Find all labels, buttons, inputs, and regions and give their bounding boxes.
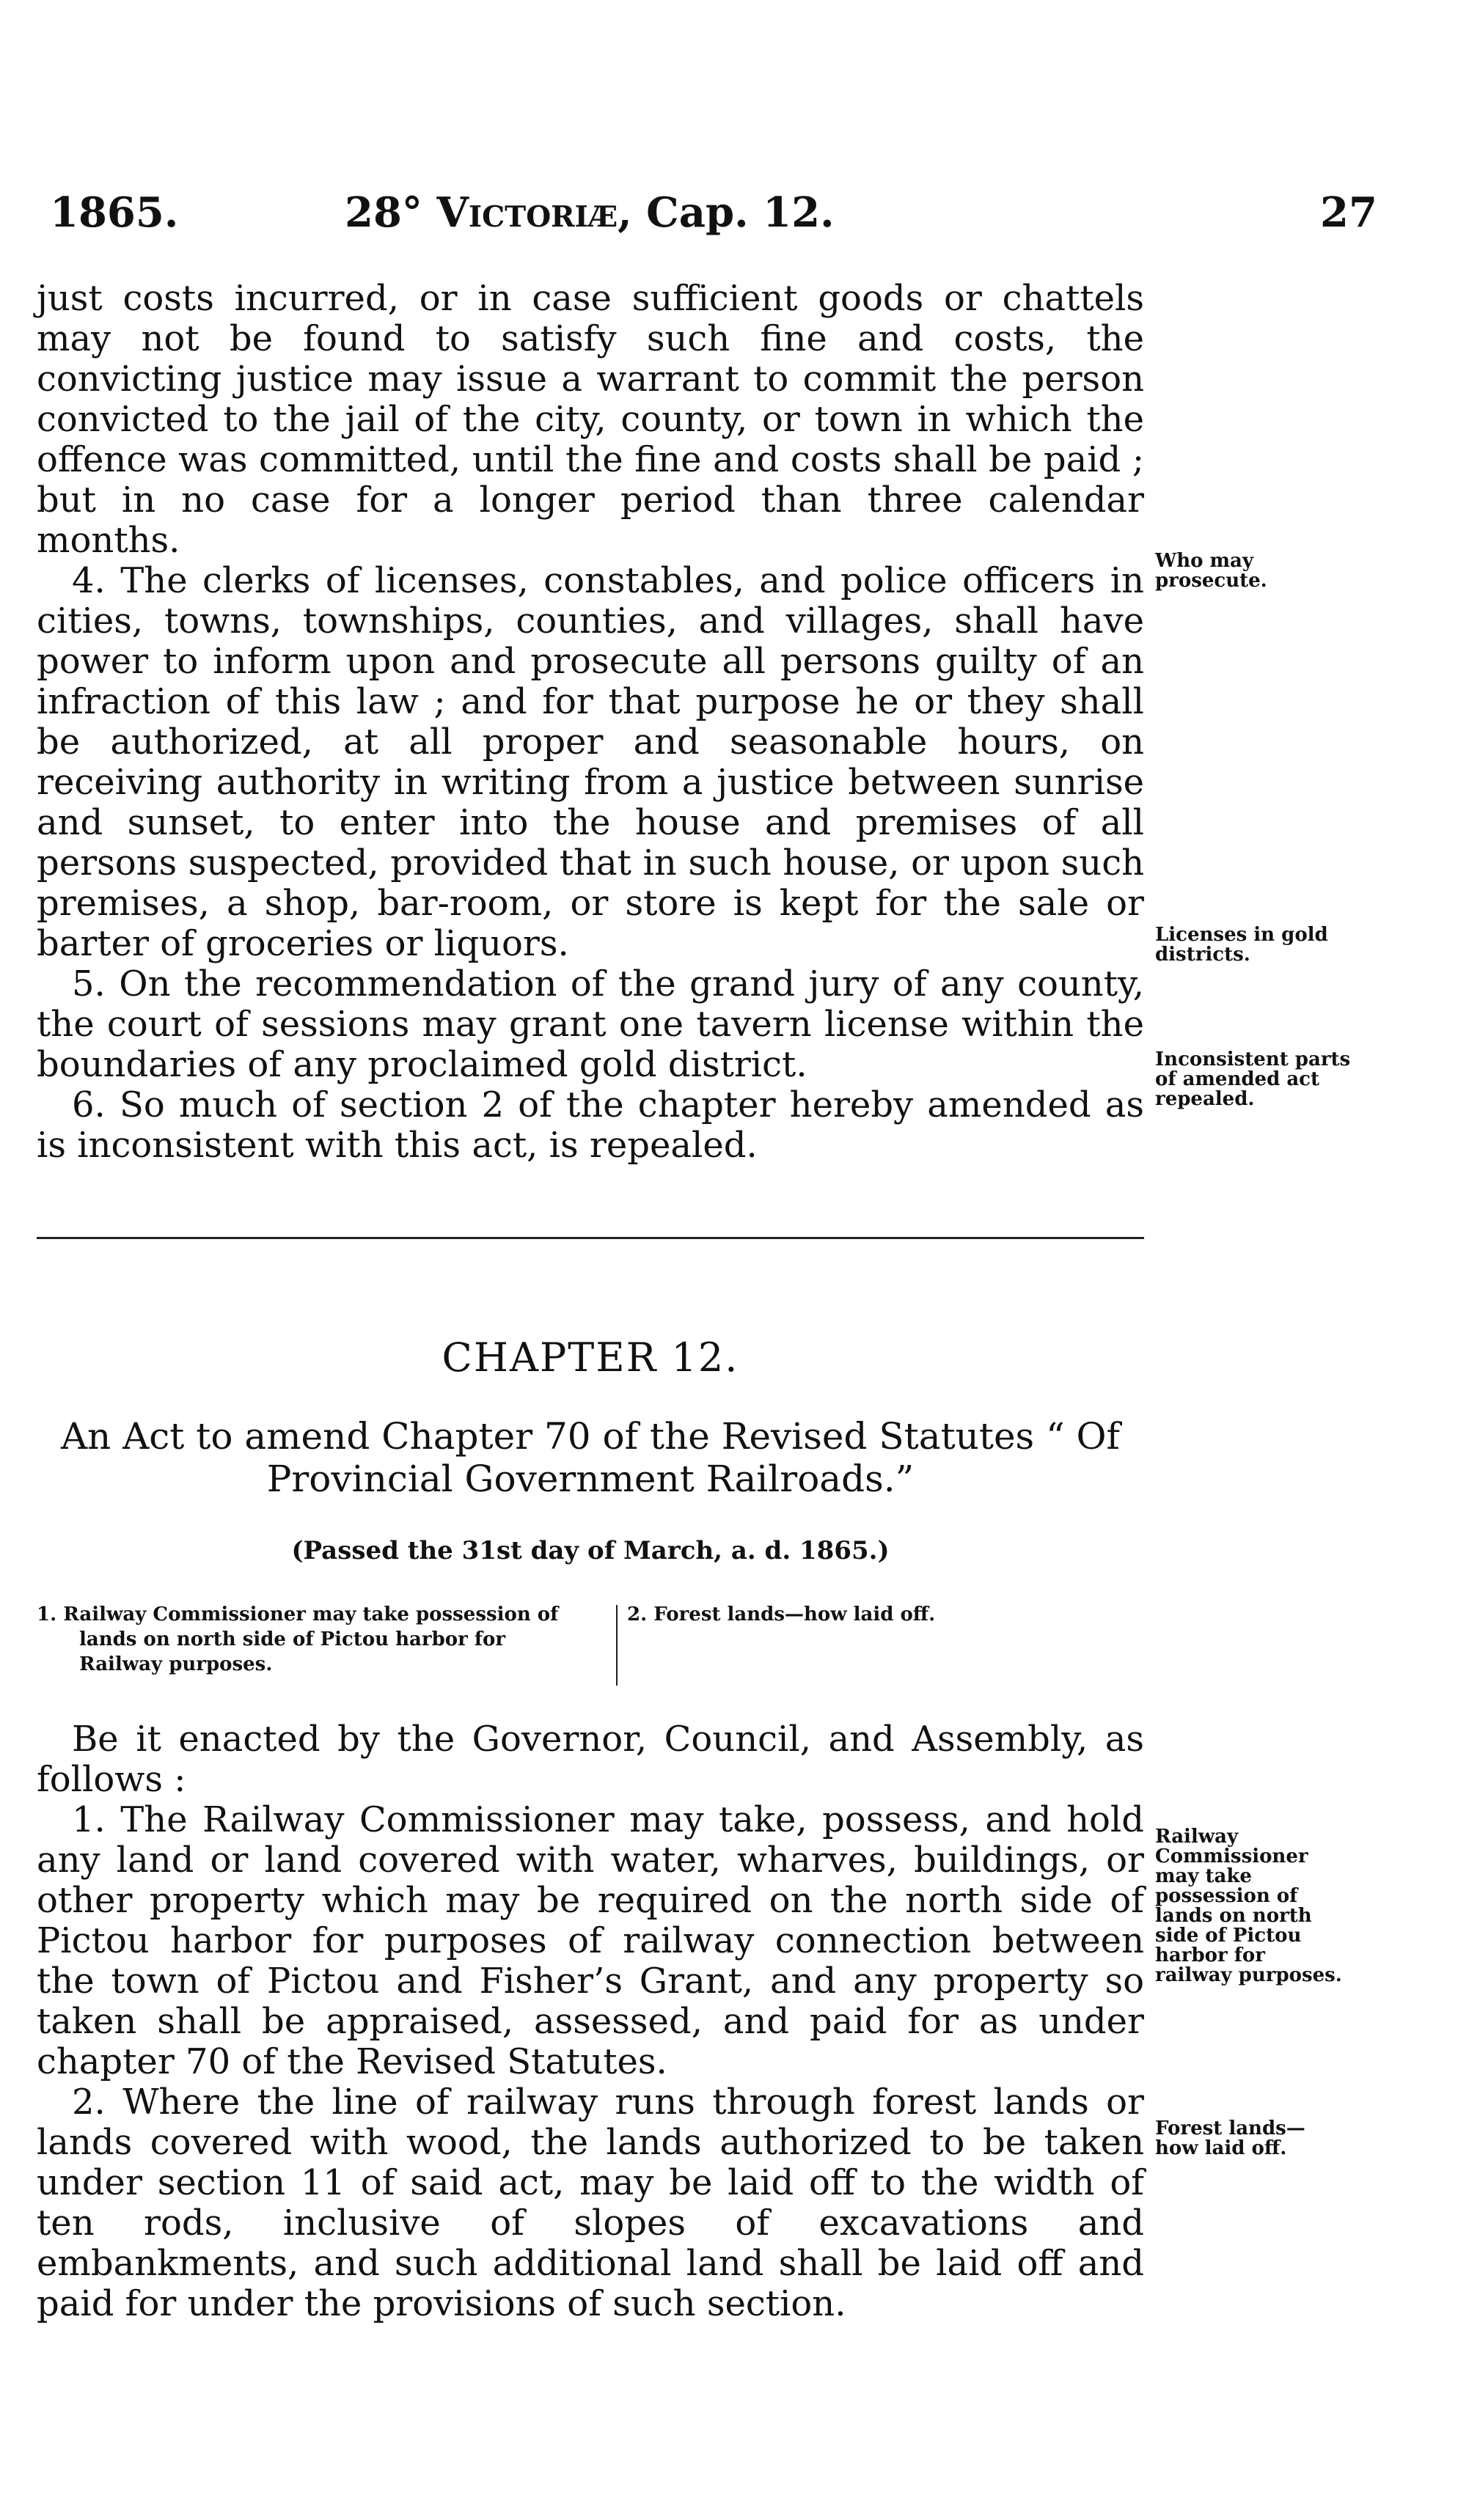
margin-note-licenses-gold-districts: Licenses in gold districts. — [1155, 924, 1328, 966]
chapter-section-1-text: The Railway Commissioner may take, possess, and hold any land or land covered with water, wharves, buildings, or other property which may be required on the north side of Pictou harbor for purposes of railway connection between the town of Pictou and Fisher’s Grant, and any property so taken shall be appraised, assessed, and paid for as under chapter 70 of the Revised Statutes. — [37, 1799, 1144, 2082]
section-6-text: So much of section 2 of the chapter hereby amended as is inconsistent with this act, is repealed. — [37, 1084, 1144, 1166]
header-title-prefix: 28° — [345, 188, 437, 237]
page-number: 27 — [1320, 188, 1377, 237]
chapter-section-2-text: Where the line of railway runs through forest lands or lands covered with wood, the lands authorized to be taken under section 11 of said act, may be laid off to the width of ten rods, inclusive of slopes of excavations and embankments, and such additional land shall be laid off and paid for under the provisions of such section. — [37, 2082, 1144, 2324]
running-head — [0, 189, 1469, 248]
margin-note-who-may-prosecute: Who may prosecute. — [1155, 550, 1267, 592]
chapter-section-1 — [37, 1800, 1144, 2082]
section-4-number: 4. — [72, 560, 106, 601]
header-title-reign: Victoriæ — [436, 188, 618, 237]
continuation-paragraph: just costs incurred, or in case sufficient goods or chattels may not be found to satisfy such fine and costs, the convicting justice may issue a warrant to commit the person convicted to the jail of the city, county, or town in which the offence was committed, until the fine and costs shall be paid ; but in no case for a longer period than three calendar months. — [37, 278, 1144, 561]
enacting-clause: Be it enacted by the Governor, Council, and Assembly, as follows : — [37, 1719, 1144, 1800]
section-6-number: 6. — [72, 1084, 106, 1125]
section-summary — [37, 1602, 1137, 1697]
act-title: An Act to amend Chapter 70 of the Revised Statutes “ Of Provincial Government Railroads.” — [60, 1415, 1121, 1500]
chapter-heading: CHAPTER 12. — [442, 1334, 739, 1381]
chapter-section-2-number: 2. — [72, 2082, 106, 2123]
section-divider — [37, 1237, 1144, 1239]
margin-note-inconsistent-parts: Inconsistent parts of amended act repealed. — [1155, 1048, 1351, 1110]
section-5-text: On the recommendation of the grand jury of any county, the court of sessions may grant one tavern license within the boundaries of any proclaimed gold district. — [37, 963, 1144, 1085]
section-4-text: The clerks of licenses, constables, and police officers in cities, towns, townships, counties, and villages, shall have power to inform upon and prosecute all persons guilty of an infraction of this law ; and for that purpose he or they shall be authorized, at all proper and seasonable hours, on receiving authority in writing from a justice between sunrise and sunset, to enter into the house and premises of all persons suspected, provided that in such house, or upon such premises, a shop, bar-room, or store is kept for the sale or barter of groceries or liquors. — [37, 560, 1145, 964]
header-title — [345, 189, 835, 236]
margin-note-railway-commissioner: Railway Commissioner may take possession of lands on north side of Pictou harbor for railway purposes. — [1155, 1826, 1342, 1986]
chapter-section-2 — [37, 2082, 1144, 2324]
summary-item-1: 1. Railway Commissioner may take possession of lands on north side of Pictou harbor for Railway purposes. — [37, 1604, 559, 1675]
chapter-section-1-number: 1. — [72, 1799, 106, 1840]
header-year: 1865. — [50, 188, 179, 237]
section-5 — [37, 964, 1144, 1085]
section-6 — [37, 1085, 1144, 1166]
chapter-12-text — [37, 1719, 1144, 2324]
margin-note-forest-lands: Forest lands—how laid off. — [1155, 2117, 1305, 2159]
summary-divider — [616, 1605, 618, 1686]
passed-date: (Passed the 31st day of March, a. d. 1865.) — [291, 1536, 890, 1565]
summary-item-2: 2. Forest lands—how laid off. — [627, 1604, 936, 1625]
previous-chapter-text — [37, 279, 1144, 1166]
section-5-number: 5. — [72, 963, 106, 1004]
section-4 — [37, 561, 1144, 964]
header-title-suffix: , Cap. 12. — [618, 188, 835, 237]
